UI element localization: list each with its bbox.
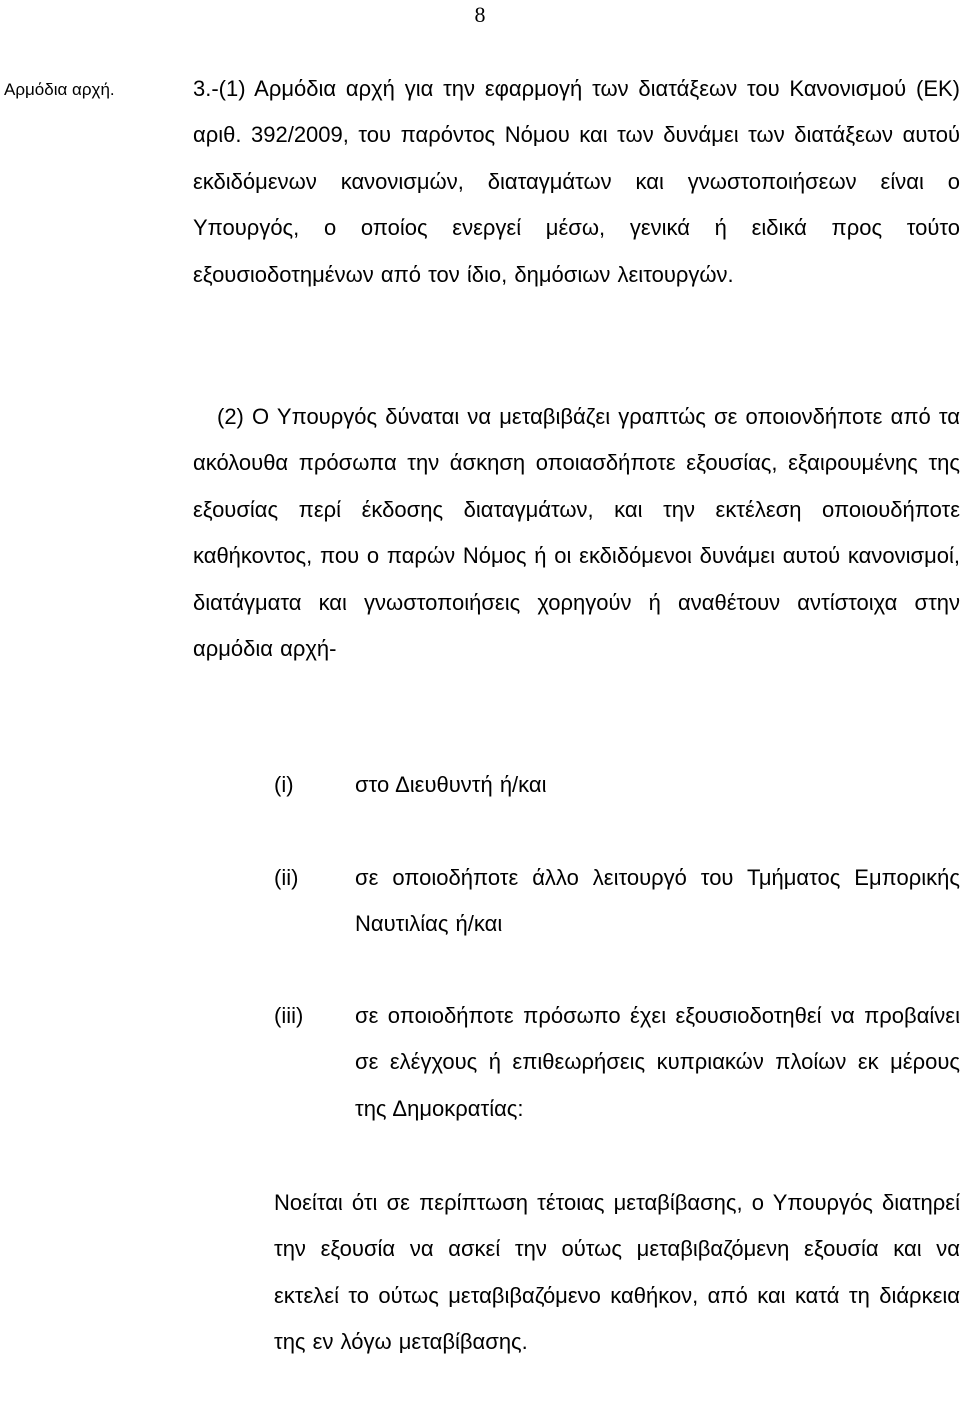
list-marker: (i) bbox=[274, 772, 294, 797]
paragraph-1: 3.-(1) Αρμόδια αρχή για την εφαρμογή των διατάξεων του Κανονισμού (ΕΚ) αριθ. 392/2009, του παρόντος Νόμου και των δυνάμει των διατάξεων αυτού εκδιδόμενων κανονισμών, διαταγμάτων και γνωστοποιήσεων είναι ο Υπουργός, ο οποίος ενεργεί μέσω, γενικά ή ειδικά προς τούτο εξουσιοδοτημένων από τον ίδιο, δημόσιων λειτουργών. bbox=[193, 76, 960, 287]
page-number: 8 bbox=[474, 2, 486, 27]
list-item-text: σε οποιοδήποτε άλλο λειτουργό του Τμήματος Εμπορικής Ναυτιλίας ή/και bbox=[355, 865, 960, 937]
list-marker: (iii) bbox=[274, 1003, 304, 1028]
paragraph-2: (2) Ο Υπουργός δύναται να μεταβιβάζει γραπτώς σε οποιονδήποτε από τα ακόλουθα πρόσωπα την άσκηση οποιασδήποτε εξουσίας, εξαιρουμένης της εξουσίας περί έκδοσης διαταγμάτων, και την εκτέλεση οποιουδήποτε καθήκοντος, που ο παρών Νόμος ή οι εκδιδόμενοι δυνάμει αυτού κανονισμοί, διατάγματα και γνωστοποιήσεις χορηγούν ή αναθέτουν αντίστοιχα στην αρμόδια αρχή- bbox=[193, 404, 960, 662]
list-item-text: σε οποιοδήποτε πρόσωπο έχει εξουσιοδοτηθεί να προβαίνει σε ελέγχους ή επιθεωρήσεις κυπριακών πλοίων εκ μέρους της Δημοκρατίας: bbox=[355, 1003, 960, 1121]
list-marker: (ii) bbox=[274, 865, 299, 890]
margin-note: Αρμόδια αρχή. bbox=[4, 80, 115, 99]
closing-paragraph: Νοείται ότι σε περίπτωση τέτοιας μεταβίβασης, ο Υπουργός διατηρεί την εξουσία να ασκεί την ούτως μεταβιβαζόμενη εξουσία και να εκτελεί το ούτως μεταβιβαζόμενο καθήκον, από και κατά τη διάρκεια της εν λόγω μεταβίβασης. bbox=[274, 1190, 960, 1355]
list-item-text: στο Διευθυντή ή/και bbox=[355, 772, 547, 797]
